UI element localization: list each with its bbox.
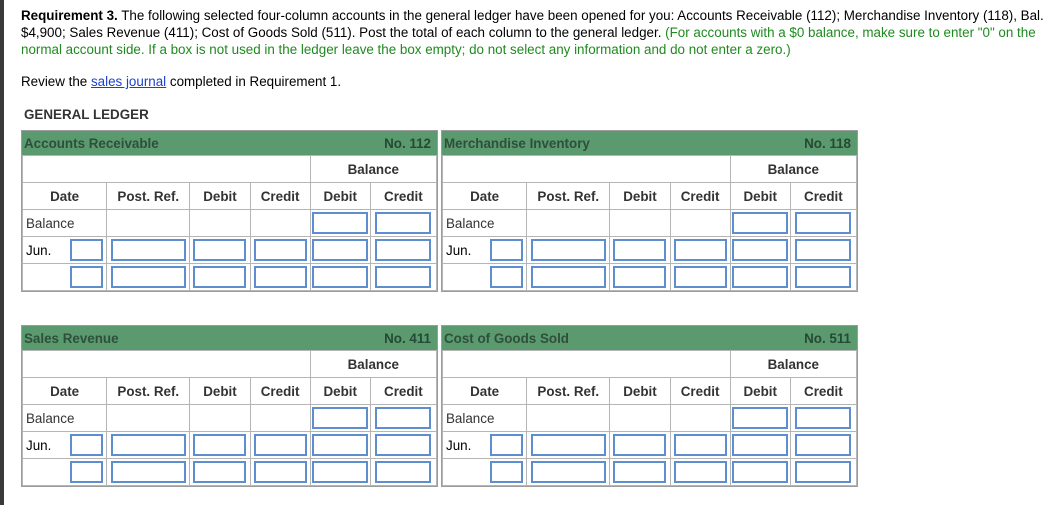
debit-input[interactable] bbox=[193, 461, 246, 483]
blank-header-cell bbox=[443, 156, 731, 183]
credit-input-cell bbox=[250, 264, 310, 291]
debit-input-cell bbox=[610, 432, 670, 459]
review-suffix: completed in Requirement 1. bbox=[166, 74, 342, 89]
credit-input[interactable] bbox=[674, 461, 727, 483]
date-cell bbox=[23, 459, 107, 486]
accounts-receivable-header bbox=[22, 131, 437, 155]
col-debit: Debit bbox=[610, 378, 670, 405]
debit-input-cell bbox=[610, 264, 670, 291]
balance-credit-input-cell bbox=[370, 264, 436, 291]
merchandise-inventory-ledger bbox=[441, 130, 858, 292]
post-ref-input-cell bbox=[107, 432, 190, 459]
column-header-row bbox=[443, 183, 857, 210]
date-input[interactable] bbox=[70, 461, 103, 483]
balance-group-header: Balance bbox=[310, 156, 436, 183]
credit-input[interactable] bbox=[674, 239, 727, 261]
balance-credit-input-cell bbox=[370, 432, 436, 459]
col-credit: Credit bbox=[250, 378, 310, 405]
posting-row bbox=[443, 237, 857, 264]
credit-input-cell bbox=[670, 459, 730, 486]
post-ref-input[interactable] bbox=[111, 266, 186, 288]
empty-cell bbox=[610, 210, 670, 237]
balance-group-header: Balance bbox=[310, 351, 436, 378]
month-label: Jun. bbox=[26, 242, 52, 258]
balance-credit-input[interactable] bbox=[795, 266, 851, 288]
opening-balance-row bbox=[443, 405, 857, 432]
balance-credit-input[interactable] bbox=[795, 461, 851, 483]
sales-revenue-ledger bbox=[21, 325, 438, 487]
col-balance-debit: Debit bbox=[310, 183, 370, 210]
balance-group-row bbox=[443, 156, 857, 183]
debit-input[interactable] bbox=[613, 461, 666, 483]
credit-input-cell bbox=[250, 459, 310, 486]
debit-input[interactable] bbox=[613, 266, 666, 288]
opening-balance-row bbox=[23, 210, 437, 237]
col-post-ref: Post. Ref. bbox=[527, 183, 610, 210]
credit-input[interactable] bbox=[674, 434, 727, 456]
posting-row bbox=[443, 432, 857, 459]
opening-balance-debit-input[interactable] bbox=[732, 212, 788, 234]
date-input[interactable] bbox=[490, 266, 523, 288]
date-input[interactable] bbox=[70, 434, 103, 456]
blank-header-cell bbox=[23, 156, 311, 183]
credit-input-cell bbox=[250, 432, 310, 459]
requirement-text bbox=[21, 7, 1053, 58]
col-date: Date bbox=[23, 183, 107, 210]
col-post-ref: Post. Ref. bbox=[107, 183, 190, 210]
month-label: Jun. bbox=[26, 437, 52, 453]
col-balance-credit: Credit bbox=[790, 378, 856, 405]
balance-debit-input[interactable] bbox=[732, 434, 788, 456]
post-ref-input-cell bbox=[107, 237, 190, 264]
empty-cell bbox=[250, 210, 310, 237]
col-balance-debit: Debit bbox=[730, 183, 790, 210]
post-ref-input[interactable] bbox=[531, 434, 606, 456]
post-ref-input-cell bbox=[527, 432, 610, 459]
credit-input-cell bbox=[670, 264, 730, 291]
debit-input-cell bbox=[190, 459, 250, 486]
opening-balance-debit-input-cell bbox=[730, 405, 790, 432]
empty-cell bbox=[250, 405, 310, 432]
post-ref-input-cell bbox=[527, 237, 610, 264]
col-debit: Debit bbox=[190, 183, 250, 210]
empty-cell bbox=[527, 405, 610, 432]
empty-cell bbox=[527, 210, 610, 237]
date-cell bbox=[443, 237, 527, 264]
balance-credit-input-cell bbox=[790, 237, 856, 264]
balance-credit-input-cell bbox=[790, 432, 856, 459]
account-name: Merchandise Inventory bbox=[444, 135, 590, 151]
posting-row bbox=[443, 264, 857, 291]
opening-balance-credit-input-cell bbox=[790, 210, 856, 237]
accounts-receivable-table bbox=[22, 155, 437, 291]
balance-debit-input-cell bbox=[310, 432, 370, 459]
empty-cell bbox=[107, 405, 190, 432]
balance-debit-input-cell bbox=[310, 237, 370, 264]
balance-credit-input-cell bbox=[790, 459, 856, 486]
col-balance-credit: Credit bbox=[370, 378, 436, 405]
balance-debit-input[interactable] bbox=[312, 266, 368, 288]
opening-balance-row bbox=[23, 405, 437, 432]
credit-input[interactable] bbox=[674, 266, 727, 288]
balance-label: Balance bbox=[443, 210, 527, 237]
opening-balance-debit-input[interactable] bbox=[732, 407, 788, 429]
debit-input-cell bbox=[190, 432, 250, 459]
col-balance-credit: Credit bbox=[370, 183, 436, 210]
empty-cell bbox=[190, 405, 250, 432]
opening-balance-debit-input-cell bbox=[310, 210, 370, 237]
cost-of-goods-sold-table bbox=[442, 350, 857, 486]
general-ledger-title: GENERAL LEDGER bbox=[24, 107, 149, 122]
credit-input[interactable] bbox=[254, 266, 307, 288]
balance-debit-input-cell bbox=[730, 459, 790, 486]
col-credit: Credit bbox=[250, 183, 310, 210]
debit-input-cell bbox=[190, 237, 250, 264]
cost-of-goods-sold-header bbox=[442, 326, 857, 350]
debit-input-cell bbox=[190, 264, 250, 291]
account-number: No. 511 bbox=[804, 330, 851, 346]
col-balance-debit: Debit bbox=[310, 378, 370, 405]
col-date: Date bbox=[443, 183, 527, 210]
opening-balance-debit-input-cell bbox=[730, 210, 790, 237]
posting-row bbox=[23, 237, 437, 264]
balance-label: Balance bbox=[23, 210, 107, 237]
col-credit: Credit bbox=[670, 378, 730, 405]
balance-debit-input-cell bbox=[730, 264, 790, 291]
review-prefix: Review the bbox=[21, 74, 91, 89]
balance-group-row bbox=[23, 156, 437, 183]
column-header-row bbox=[443, 378, 857, 405]
date-cell bbox=[443, 264, 527, 291]
post-ref-input[interactable] bbox=[111, 434, 186, 456]
col-post-ref: Post. Ref. bbox=[107, 378, 190, 405]
post-ref-input[interactable] bbox=[531, 461, 606, 483]
requirement-label: Requirement 3. bbox=[21, 8, 118, 23]
account-number: No. 411 bbox=[384, 330, 431, 346]
balance-debit-input[interactable] bbox=[312, 434, 368, 456]
empty-cell bbox=[107, 210, 190, 237]
opening-balance-credit-input-cell bbox=[370, 210, 436, 237]
debit-input[interactable] bbox=[613, 434, 666, 456]
balance-group-header: Balance bbox=[730, 351, 856, 378]
col-balance-credit: Credit bbox=[790, 183, 856, 210]
requirement-panel bbox=[21, 7, 1053, 122]
date-cell bbox=[23, 432, 107, 459]
balance-credit-input[interactable] bbox=[375, 461, 431, 483]
col-credit: Credit bbox=[670, 183, 730, 210]
opening-balance-debit-input[interactable] bbox=[312, 212, 368, 234]
account-name: Cost of Goods Sold bbox=[444, 330, 569, 346]
account-name: Accounts Receivable bbox=[24, 135, 159, 151]
opening-balance-row bbox=[443, 210, 857, 237]
month-label: Jun. bbox=[446, 437, 472, 453]
credit-input[interactable] bbox=[254, 434, 307, 456]
balance-credit-input[interactable] bbox=[375, 239, 431, 261]
merchandise-inventory-table bbox=[442, 155, 857, 291]
requirement-body: The following selected four-column accounts in the general ledger have been opened for you: Accounts Receivable (112); Merchandise Inventory (118), Bal. $4,900; Sales Revenue (411); Cost of Goods Sold (511). Post the total of each column to the general ledger. bbox=[21, 8, 1044, 40]
balance-debit-input[interactable] bbox=[312, 239, 368, 261]
debit-input[interactable] bbox=[613, 239, 666, 261]
empty-cell bbox=[670, 210, 730, 237]
balance-credit-input[interactable] bbox=[795, 434, 851, 456]
col-post-ref: Post. Ref. bbox=[527, 378, 610, 405]
col-debit: Debit bbox=[190, 378, 250, 405]
opening-balance-credit-input[interactable] bbox=[375, 212, 431, 234]
posting-row bbox=[23, 459, 437, 486]
post-ref-input-cell bbox=[527, 459, 610, 486]
balance-label: Balance bbox=[443, 405, 527, 432]
opening-balance-debit-input[interactable] bbox=[312, 407, 368, 429]
credit-input-cell bbox=[670, 432, 730, 459]
post-ref-input[interactable] bbox=[111, 239, 186, 261]
review-line bbox=[21, 73, 1053, 90]
post-ref-input[interactable] bbox=[531, 266, 606, 288]
opening-balance-credit-input[interactable] bbox=[795, 212, 851, 234]
date-input[interactable] bbox=[70, 266, 103, 288]
debit-input-cell bbox=[610, 459, 670, 486]
sales-journal-link[interactable]: sales journal bbox=[90, 74, 167, 89]
sales-revenue-table bbox=[22, 350, 437, 486]
cost-of-goods-sold-ledger bbox=[441, 325, 858, 487]
balance-debit-input-cell bbox=[310, 264, 370, 291]
debit-input[interactable] bbox=[193, 239, 246, 261]
balance-group-header: Balance bbox=[730, 156, 856, 183]
credit-input[interactable] bbox=[254, 239, 307, 261]
post-ref-input[interactable] bbox=[531, 239, 606, 261]
debit-input-cell bbox=[610, 237, 670, 264]
col-date: Date bbox=[23, 378, 107, 405]
account-number: No. 118 bbox=[804, 135, 851, 151]
date-cell bbox=[443, 459, 527, 486]
month-label: Jun. bbox=[446, 242, 472, 258]
empty-cell bbox=[190, 210, 250, 237]
column-header-row bbox=[23, 183, 437, 210]
balance-credit-input-cell bbox=[370, 459, 436, 486]
debit-input[interactable] bbox=[193, 434, 246, 456]
col-balance-debit: Debit bbox=[730, 378, 790, 405]
balance-credit-input-cell bbox=[370, 237, 436, 264]
balance-group-row bbox=[23, 351, 437, 378]
date-input[interactable] bbox=[490, 461, 523, 483]
account-name: Sales Revenue bbox=[24, 330, 119, 346]
balance-debit-input-cell bbox=[310, 459, 370, 486]
balance-group-row bbox=[443, 351, 857, 378]
date-cell bbox=[443, 432, 527, 459]
post-ref-input-cell bbox=[107, 459, 190, 486]
column-header-row bbox=[23, 378, 437, 405]
credit-input-cell bbox=[250, 237, 310, 264]
opening-balance-debit-input-cell bbox=[310, 405, 370, 432]
posting-row bbox=[23, 264, 437, 291]
balance-credit-input-cell bbox=[790, 264, 856, 291]
empty-cell bbox=[610, 405, 670, 432]
credit-input[interactable] bbox=[254, 461, 307, 483]
debit-input[interactable] bbox=[193, 266, 246, 288]
date-input[interactable] bbox=[490, 434, 523, 456]
date-input[interactable] bbox=[70, 239, 103, 261]
blank-header-cell bbox=[443, 351, 731, 378]
date-cell bbox=[23, 237, 107, 264]
balance-debit-input[interactable] bbox=[312, 461, 368, 483]
posting-row bbox=[443, 459, 857, 486]
opening-balance-credit-input[interactable] bbox=[795, 407, 851, 429]
balance-credit-input[interactable] bbox=[375, 266, 431, 288]
col-date: Date bbox=[443, 378, 527, 405]
post-ref-input[interactable] bbox=[111, 461, 186, 483]
balance-debit-input[interactable] bbox=[732, 461, 788, 483]
col-debit: Debit bbox=[610, 183, 670, 210]
merchandise-inventory-header bbox=[442, 131, 857, 155]
requirement-note: (For accounts with a $0 balance, make sure to enter "0" on the normal account side. If a box is not used in the ledger leave the box empty; do not select any information and do not enter a zero.) bbox=[21, 25, 1036, 57]
opening-balance-credit-input-cell bbox=[370, 405, 436, 432]
balance-label: Balance bbox=[23, 405, 107, 432]
account-number: No. 112 bbox=[384, 135, 431, 151]
date-input[interactable] bbox=[490, 239, 523, 261]
post-ref-input-cell bbox=[527, 264, 610, 291]
balance-credit-input[interactable] bbox=[375, 434, 431, 456]
window-left-edge bbox=[0, 0, 4, 505]
balance-credit-input[interactable] bbox=[795, 239, 851, 261]
opening-balance-credit-input[interactable] bbox=[375, 407, 431, 429]
empty-cell bbox=[670, 405, 730, 432]
sales-revenue-header bbox=[22, 326, 437, 350]
credit-input-cell bbox=[670, 237, 730, 264]
balance-debit-input-cell bbox=[730, 432, 790, 459]
accounts-receivable-ledger bbox=[21, 130, 438, 292]
blank-header-cell bbox=[23, 351, 311, 378]
date-cell bbox=[23, 264, 107, 291]
opening-balance-credit-input-cell bbox=[790, 405, 856, 432]
balance-debit-input-cell bbox=[730, 237, 790, 264]
post-ref-input-cell bbox=[107, 264, 190, 291]
balance-debit-input[interactable] bbox=[732, 239, 788, 261]
posting-row bbox=[23, 432, 437, 459]
balance-debit-input[interactable] bbox=[732, 266, 788, 288]
